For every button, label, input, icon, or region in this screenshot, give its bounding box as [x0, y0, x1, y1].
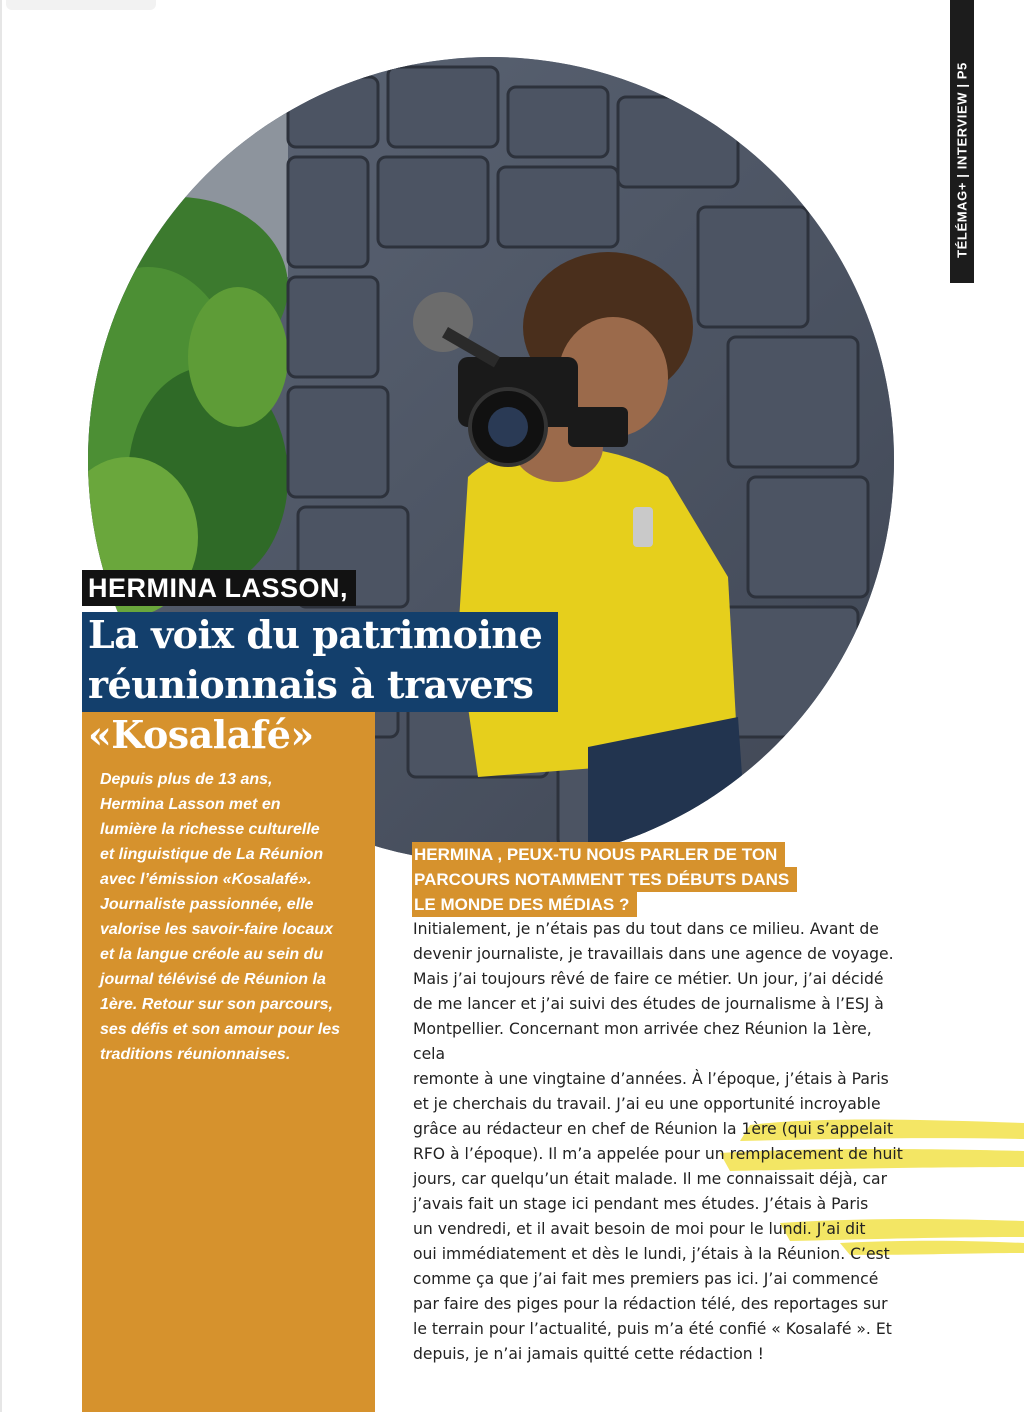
title-line: La voix du patrimoine	[88, 612, 543, 657]
question-line: PARCOURS NOTAMMENT TES DÉBUTS DANS	[412, 867, 797, 892]
question-line: HERMINA , PEUX-TU NOUS PARLER DE TON	[412, 842, 785, 867]
section-tab-label: TÉLÉMAG+ | INTERVIEW | P5	[954, 62, 970, 258]
interview-question	[412, 842, 832, 917]
interview-answer: Initialement, je n’étais pas du tout dans ce milieu. Avant de devenir journaliste, je travaillais dans une agence de voyage. Mais j’ai toujours rêvé de faire ce métier. Un jour, j’ai décidé de me lancer et j’ai suivi des études de journalisme à l’ESJ à Montpellier. Concernant mon arrivée chez Réunion la 1ère, cela remonte à une vingtaine d’années. À l’époque, j’étais à Paris et je cherchais du travail. J’ai eu une opportunité incroyable grâce au rédacteur en chef de Réunion la 1ère (qui s’appelait RFO à l’époque). Il m’a appelée pour un remplacement de huit jours, car quelqu’un était malade. Il me connaissait déjà, car j’avais fait un stage ici pendant mes études. J’étais à Paris un vendredi, et il avait besoin de moi pour le lundi. J’ai dit oui immédiatement et dès le lundi, j’étais à la Réunion. C’est comme ça que j’ai fait mes premiers pas ici. J’ai commencé par faire des piges pour la rédaction télé, des reportages sur le terrain pour l’actualité, puis m’a été confié « Kosalafé ». Et depuis, je n’ai jamais quitté cette rédaction !	[413, 920, 903, 1363]
interviewee-name: HERMINA LASSON,	[82, 570, 356, 606]
page-edge	[0, 0, 2, 1412]
page-tab-corner	[6, 0, 156, 10]
article-title	[88, 610, 568, 760]
title-line: réunionnais à travers	[88, 662, 534, 707]
foliage	[88, 197, 288, 617]
question-line: LE MONDE DES MÉDIAS ?	[412, 892, 637, 917]
intro-paragraph: Depuis plus de 13 ans, Hermina Lasson met en lumière la richesse culturelle et linguistique de La Réunion avec l’émission «Kosalafé». Journaliste passionnée, elle valorise les savoir-faire locaux et la langue créole au sein du journal télévisé de Réunion la 1ère. Retour sur son parcours, ses défis et son amour pour les traditions réunionnaises.	[100, 771, 341, 1063]
title-line: «Kosalafé»	[88, 712, 314, 757]
